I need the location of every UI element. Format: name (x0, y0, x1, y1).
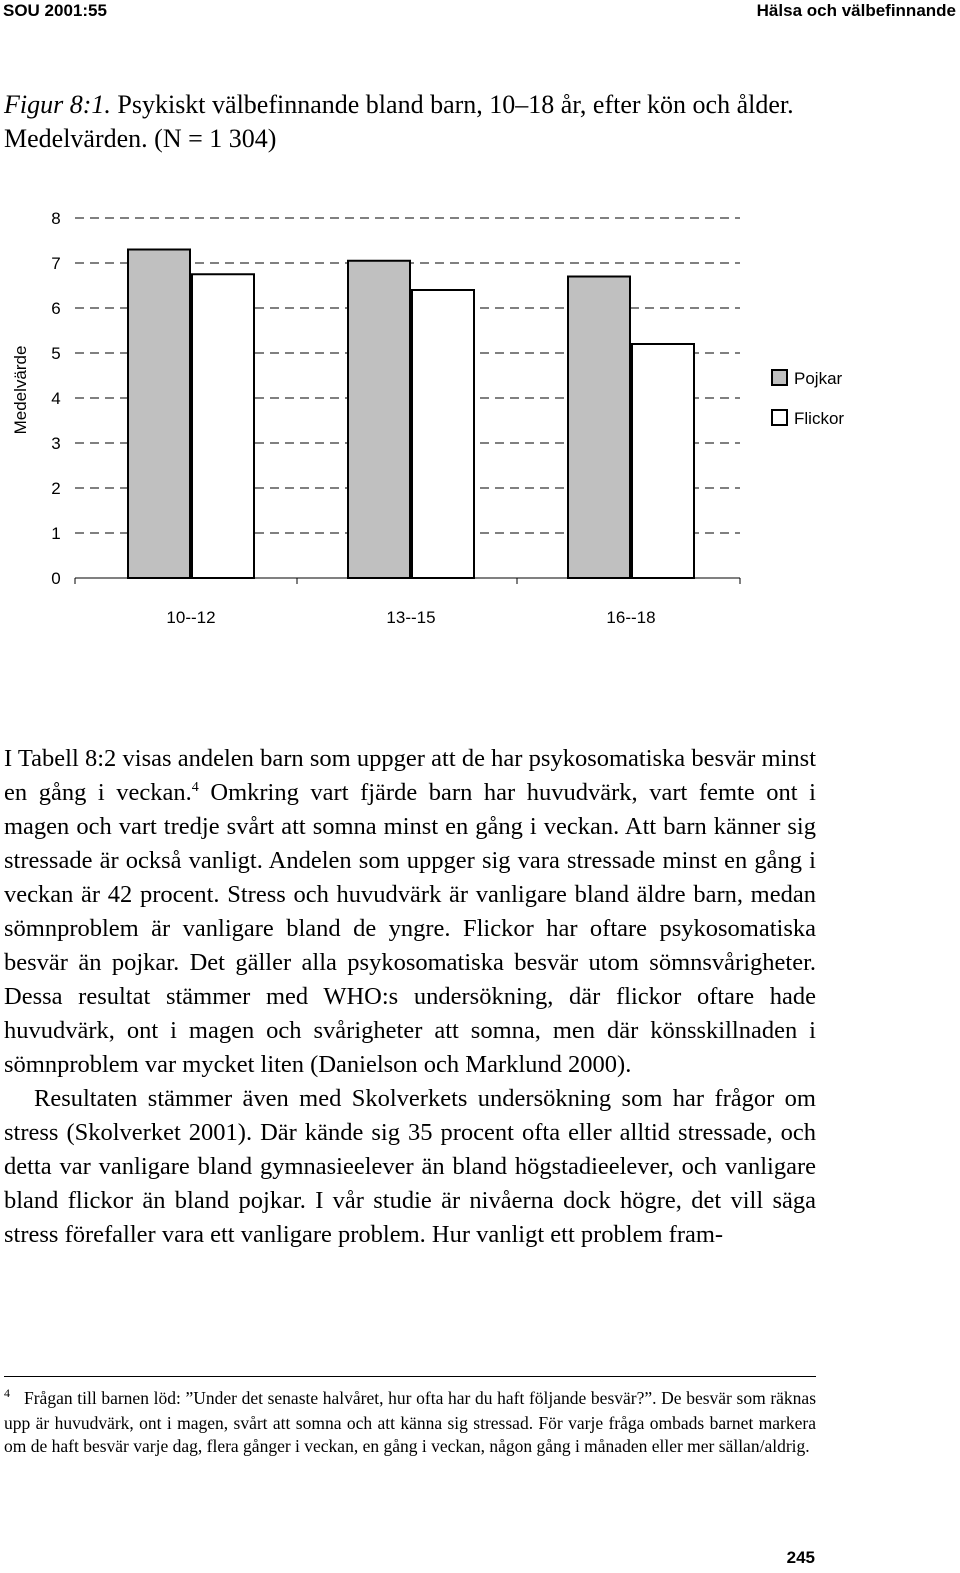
bar-pojkar (348, 261, 410, 578)
y-tick-label: 3 (51, 434, 61, 453)
bar-chart (0, 200, 960, 640)
header-chapter-title: Hälsa och välbefinnande (756, 1, 956, 20)
y-axis-label: Medelvärde (11, 345, 30, 435)
x-tick-label: 16--18 (606, 608, 656, 627)
y-tick-label: 2 (51, 479, 61, 498)
running-header (0, 0, 960, 26)
figure-label: Figur 8:1. (4, 90, 111, 119)
y-tick-labels (51, 209, 60, 588)
footnote-number: 4 (4, 1386, 10, 1400)
bar-flickor (412, 290, 474, 578)
footnote-text: Frågan till barnen löd: ”Under det senaste halvåret, hur ofta har du haft följande besvär?”. De besvär som räknas upp är huvudvärk, ont i magen, svårt att somna och att känna sig stressad. För varje fråga ombads barnet markera om de haft besvär varje dag, flera gånger i veckan, en gång i veckan, någon gång i månaden eller mer sällan/aldrig. (4, 1388, 816, 1456)
bar-flickor (632, 344, 694, 578)
x-tick-label: 13--15 (386, 608, 436, 627)
paragraph (4, 742, 816, 1082)
paragraph-text: I Tabell 8:2 visas andelen barn som uppger att de har psykosomatiska besvär minst en gång i veckan. (4, 745, 816, 806)
y-tick-label: 8 (51, 209, 61, 228)
paragraph-text: Omkring vart fjärde barn har huvudvärk, vart femte ont i magen och vart tredje svårt att somna minst en gång i veckan. Att barn känner sig stressade är också vanligt. Andelen som uppger sig vara stressade minst en gång i veckan är 42 procent. Stress och huvudvärk är vanligare bland äldre barn, medan sömnproblem är vanligare bland de yngre. Flickor har oftare psykosomatiska besvär än pojkar. Det gäller alla psykosomatiska besvär utom sömnsvårigheter. Dessa resultat stämmer med WHO:s undersökning, där flickor oftare hade huvudvärk, ont i magen och svårigheter att somna, men där könsskillnaden i sömnproblem var mycket liten (Danielson och Marklund 2000). (4, 779, 816, 1078)
body-text (4, 742, 816, 1252)
y-tick-label: 0 (51, 569, 61, 588)
chart-legend (772, 369, 844, 428)
figure-caption (4, 88, 824, 156)
legend-label: Pojkar (794, 369, 843, 388)
header-report-id: SOU 2001:55 (3, 1, 107, 20)
y-tick-label: 7 (51, 254, 61, 273)
footnote (4, 1387, 816, 1458)
x-tick-labels (166, 608, 655, 627)
x-tick-label: 10--12 (166, 608, 216, 627)
legend-swatch-flickor (772, 410, 787, 425)
bar-pojkar (568, 277, 630, 579)
chart-bars (128, 250, 694, 579)
page-number: 245 (786, 1548, 815, 1567)
y-tick-label: 6 (51, 299, 61, 318)
bar-flickor (192, 274, 254, 578)
footnote-ref: 4 (191, 779, 199, 795)
y-tick-label: 1 (51, 524, 61, 543)
y-tick-label: 4 (51, 389, 61, 408)
bar-pojkar (128, 250, 190, 579)
y-tick-label: 5 (51, 344, 61, 363)
figure-caption-text: Psykiskt välbefinnande bland barn, 10–18 år, efter kön och ålder. Medelvärden. (N = 1 304) (4, 90, 794, 153)
legend-label: Flickor (794, 409, 845, 428)
footnote-divider (4, 1376, 816, 1377)
legend-swatch-pojkar (772, 370, 787, 385)
paragraph: Resultaten stämmer även med Skolverkets undersökning som har frågor om stress (Skolverket 2001). Där kände sig 35 procent ofta eller alltid stressade, och detta var vanligare bland gymnasieelever än bland högstadieelever, och vanligare bland flickor än bland pojkar. I vår studie är nivåerna dock högre, det vill säga stress förefaller vara ett vanligare problem. Hur vanligt ett problem fram- (4, 1085, 816, 1248)
